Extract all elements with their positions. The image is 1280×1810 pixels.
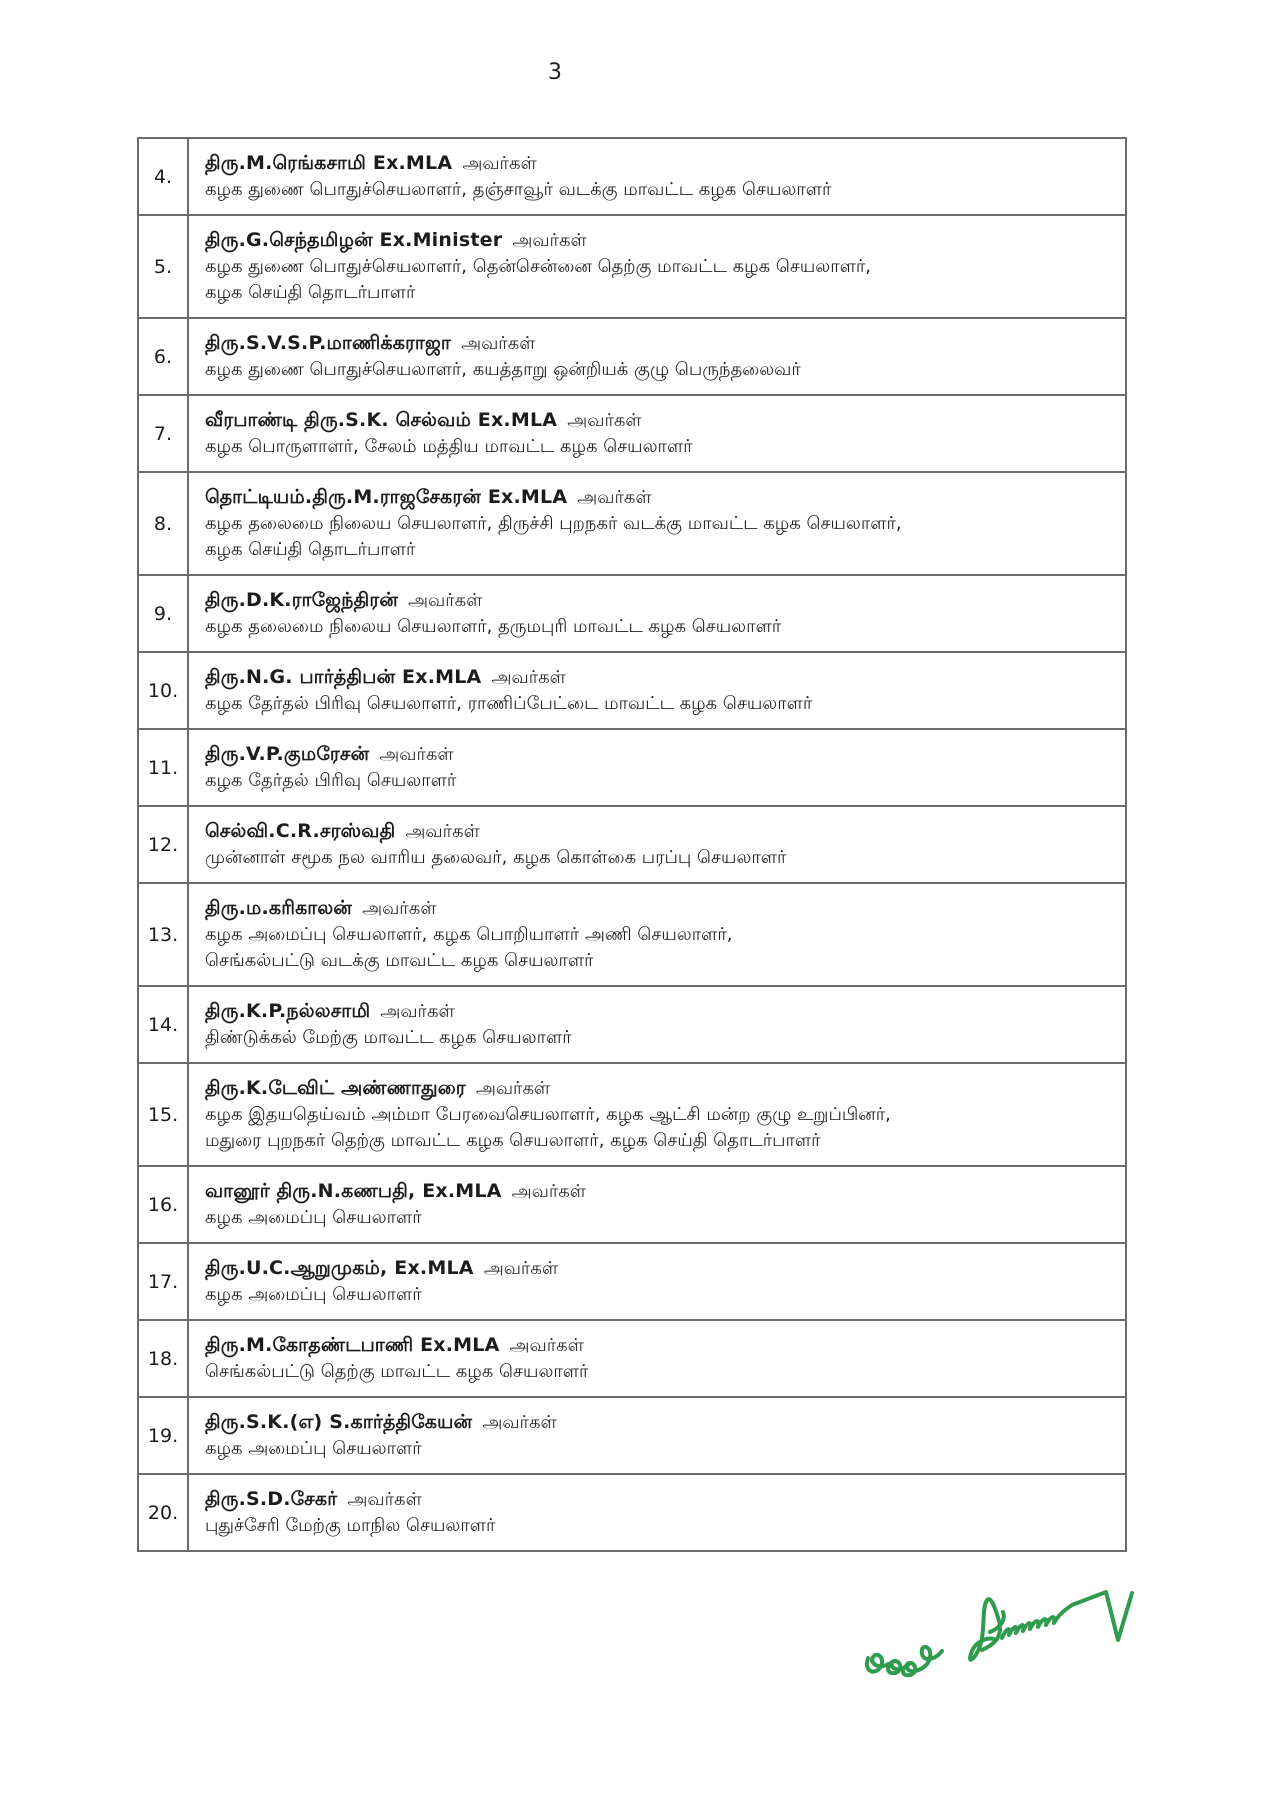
table-row [139,317,1125,394]
member-designation-line: செங்கல்பட்டு வடக்கு மாவட்ட கழக செயலாளர் [205,950,594,971]
table-row [139,1062,1125,1165]
row-number: 19. [139,1398,189,1473]
member-name: திரு.S.D.சேகர் [205,1488,338,1510]
table-row [139,1165,1125,1242]
member-designation-line: புதுச்சேரி மேற்கு மாநில செயலாளர் [205,1515,496,1536]
member-honorific: அவர்கள் [408,590,483,611]
member-name-line [205,664,1111,691]
row-number: 13. [139,884,189,985]
member-designations [205,1102,1111,1154]
row-number: 17. [139,1244,189,1319]
member-name: திரு.K.P.நல்லசாமி [205,1000,371,1022]
signature-icon [840,1578,1150,1696]
member-honorific: அவர்கள் [512,230,587,251]
row-content [189,730,1125,805]
member-name-line [205,1332,1111,1359]
member-designations [205,177,1111,203]
member-name-line [205,587,1111,614]
member-name-line [205,330,1111,357]
member-designation-line: கழக தலைமை நிலைய செயலாளர், திருச்சி புறநகர் வடக்கு மாவட்ட கழக செயலாளர், [205,513,902,534]
member-honorific: அவர்கள் [577,487,652,508]
member-designation-line: மதுரை புறநகர் தெற்கு மாவட்ட கழக செயலாளர், கழக செய்தி தொடர்பாளர் [205,1130,821,1151]
member-honorific: அவர்கள் [567,410,642,431]
row-number: 14. [139,987,189,1062]
member-designations [205,845,1111,871]
page-number: 3 [548,60,562,85]
member-name-line [205,818,1111,845]
member-name-line [205,895,1111,922]
member-designation-line: கழக செய்தி தொடர்பாளர் [205,282,416,303]
table-row [139,728,1125,805]
member-designation-line: கழக இதயதெய்வம் அம்மா பேரவைசெயலாளர், கழக ஆட்சி மன்ற குழு உறுப்பினர், [205,1104,891,1125]
member-designations [205,1359,1111,1385]
table-row [139,805,1125,882]
member-name-line [205,407,1111,434]
row-number: 12. [139,807,189,882]
member-honorific: அவர்கள் [379,744,454,765]
member-honorific: அவர்கள் [380,1001,455,1022]
row-number: 15. [139,1064,189,1165]
table-row [139,1242,1125,1319]
member-honorific: அவர்கள் [461,333,536,354]
row-number: 7. [139,396,189,471]
member-designations [205,434,1111,460]
table-row [139,139,1125,214]
member-designation-line: கழக துணை பொதுச்செயலாளர், கயத்தாறு ஒன்றியக் குழு பெருந்தலைவர் [205,359,801,380]
row-number: 4. [139,139,189,214]
member-designations [205,254,1111,306]
member-designations [205,1436,1111,1462]
member-designations [205,1205,1111,1231]
member-designation-line: கழக தலைமை நிலைய செயலாளர், தருமபுரி மாவட்ட கழக செயலாளர் [205,616,782,637]
member-designation-line: திண்டுக்கல் மேற்கு மாவட்ட கழக செயலாளர் [205,1027,572,1048]
member-name: திரு.V.P.குமரேசன் [205,743,370,765]
row-number: 16. [139,1167,189,1242]
member-designation-line: கழக பொருளாளர், சேலம் மத்திய மாவட்ட கழக செயலாளர் [205,436,693,457]
member-designations [205,922,1111,974]
row-number: 6. [139,319,189,394]
member-designation-line: கழக துணை பொதுச்செயலாளர், தஞ்சாவூர் வடக்கு மாவட்ட கழக செயலாளர் [205,179,832,200]
row-content [189,473,1125,574]
member-honorific: அவர்கள் [405,821,480,842]
row-content [189,1167,1125,1242]
table-row [139,651,1125,728]
member-name: திரு.ம.கரிகாலன் [205,897,353,919]
members-table [137,137,1127,1552]
member-designations [205,691,1111,717]
member-name: திரு.D.K.ராஜேந்திரன் [205,589,398,611]
table-row [139,214,1125,317]
member-designation-line: கழக தேர்தல் பிரிவு செயலாளர், ராணிப்பேட்டை மாவட்ட கழக செயலாளர் [205,693,813,714]
member-name: திரு.M.ரெங்கசாமி Ex.MLA [205,152,453,174]
member-designations [205,357,1111,383]
member-designation-line: கழக துணை பொதுச்செயலாளர், தென்சென்னை தெற்கு மாவட்ட கழக செயலாளர், [205,256,872,277]
member-honorific: அவர்கள் [483,1258,559,1279]
row-content [189,1064,1125,1165]
table-row [139,471,1125,574]
row-content [189,653,1125,728]
member-designation-line: கழக செய்தி தொடர்பாளர் [205,539,416,560]
table-row [139,1396,1125,1473]
row-content [189,319,1125,394]
member-name: திரு.G.செந்தமிழன் Ex.Minister [205,229,503,251]
table-row [139,394,1125,471]
row-number: 18. [139,1321,189,1396]
member-honorific: அவர்கள் [511,1181,587,1202]
member-name-line [205,1255,1111,1282]
member-honorific: அவர்கள் [347,1489,422,1510]
member-honorific: அவர்கள் [462,153,537,174]
table-row [139,1473,1125,1550]
member-name-line [205,1075,1111,1102]
member-designation-line: கழக அமைப்பு செயலாளர் [205,1438,422,1459]
member-designation-line: கழக தேர்தல் பிரிவு செயலாளர் [205,770,457,791]
member-designations [205,768,1111,794]
row-number: 5. [139,216,189,317]
member-name-line [205,1486,1111,1513]
row-content [189,139,1125,214]
table-row [139,574,1125,651]
member-designations [205,614,1111,640]
member-designation-line: கழக அமைப்பு செயலாளர் [205,1284,422,1305]
member-designations [205,511,1111,563]
table-row [139,985,1125,1062]
member-name-line [205,998,1111,1025]
member-designations [205,1025,1111,1051]
row-content [189,396,1125,471]
member-name: வானூர் திரு.N.கணபதி, Ex.MLA [205,1180,502,1202]
row-number: 8. [139,473,189,574]
member-name: திரு.S.V.S.P.மாணிக்கராஜா [205,332,452,354]
member-name-line [205,741,1111,768]
signature-ink [840,1578,1150,1696]
member-honorific: அவர்கள் [509,1335,584,1356]
row-content [189,1244,1125,1319]
member-designations [205,1282,1111,1308]
member-name-line [205,227,1111,254]
row-content [189,1398,1125,1473]
member-honorific: அவர்கள் [475,1078,551,1099]
member-designation-line: கழக அமைப்பு செயலாளர் [205,1207,422,1228]
member-name-line [205,1178,1111,1205]
member-name: செல்வி.C.R.சரஸ்வதி [205,820,396,842]
row-number: 9. [139,576,189,651]
row-content [189,987,1125,1062]
table-row [139,1319,1125,1396]
member-name-line [205,1409,1111,1436]
member-honorific: அவர்கள் [491,667,566,688]
member-name: திரு.N.G. பார்த்திபன் Ex.MLA [205,666,482,688]
table-row [139,882,1125,985]
row-content [189,884,1125,985]
member-name: திரு.M.கோதண்டபாணி Ex.MLA [205,1334,500,1356]
member-honorific: அவர்கள் [482,1412,557,1433]
member-name-line [205,150,1111,177]
row-content [189,807,1125,882]
row-number: 10. [139,653,189,728]
member-designations [205,1513,1111,1539]
row-content [189,1475,1125,1550]
row-content [189,216,1125,317]
member-name: திரு.K.டேவிட் அண்ணாதுரை [205,1077,466,1099]
member-designation-line: கழக அமைப்பு செயலாளர், கழக பொறியாளர் அணி செயலாளர், [205,924,733,945]
member-honorific: அவர்கள் [362,898,437,919]
member-designation-line: செங்கல்பட்டு தெற்கு மாவட்ட கழக செயலாளர் [205,1361,589,1382]
member-name: வீரபாண்டி திரு.S.K. செல்வம் Ex.MLA [205,409,558,431]
member-designation-line: முன்னாள் சமூக நல வாரிய தலைவர், கழக கொள்கை பரப்பு செயலாளர் [205,847,787,868]
row-content [189,576,1125,651]
row-number: 11. [139,730,189,805]
member-name: திரு.S.K.(எ) S.கார்த்திகேயன் [205,1411,473,1433]
member-name: திரு.U.C.ஆறுமுகம், Ex.MLA [205,1257,474,1279]
row-number: 20. [139,1475,189,1550]
member-name: தொட்டியம்.திரு.M.ராஜசேகரன் Ex.MLA [205,486,568,508]
row-content [189,1321,1125,1396]
member-name-line [205,484,1111,511]
